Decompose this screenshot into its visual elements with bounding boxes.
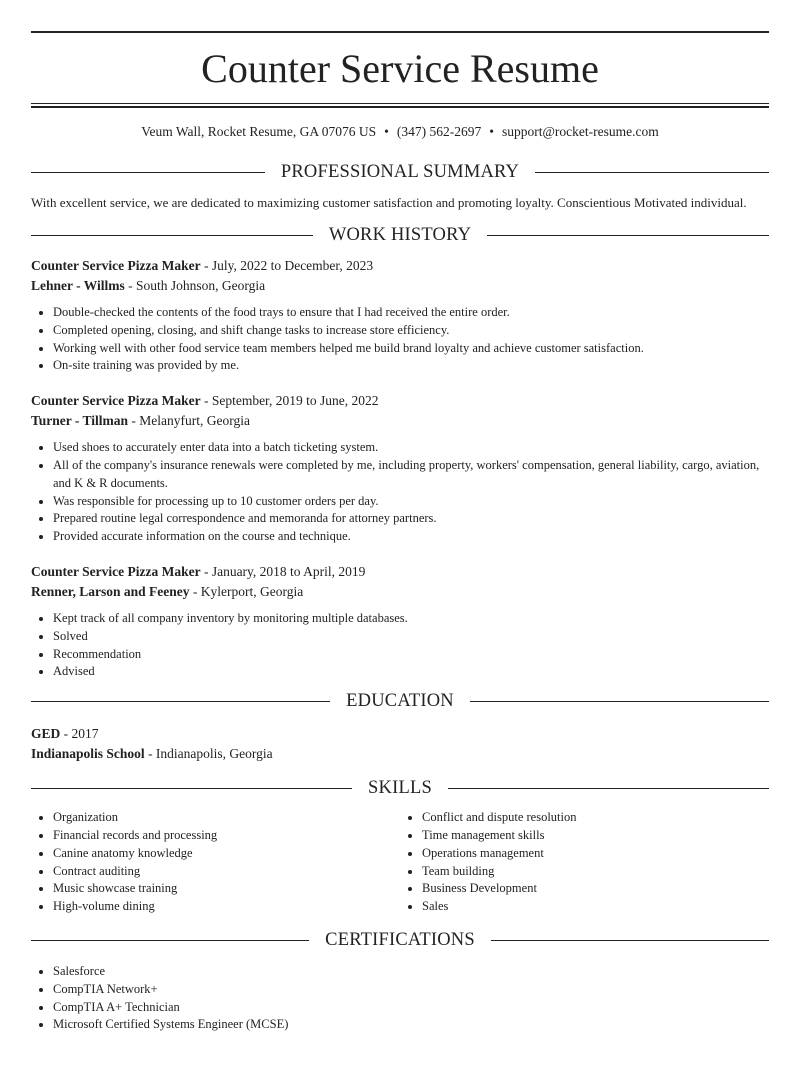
list-item: • Provided accurate information on the course and technique. — [53, 528, 769, 546]
certification-item: • Microsoft Certified Systems Engineer (MCSE) — [53, 1016, 769, 1034]
skill-item: • Operations management — [422, 845, 769, 863]
certification-item: • Salesforce — [53, 963, 769, 981]
job-entry — [31, 562, 769, 681]
contact-phone: (347) 562-2697 — [396, 124, 482, 139]
section-title: CERTIFICATIONS — [325, 929, 475, 950]
list-item: • Advised — [53, 663, 769, 681]
education-year: - 2017 — [60, 726, 99, 742]
skills-list — [31, 809, 769, 916]
resume-page — [0, 31, 800, 1034]
certification-item: • CompTIA A+ Technician — [53, 999, 769, 1017]
job-entry — [31, 391, 769, 546]
title-divider — [31, 103, 769, 108]
contact-address: Veum Wall, Rocket Resume, GA 07076 US — [141, 124, 377, 139]
company-line — [31, 411, 769, 431]
list-item: • Double-checked the contents of the food trays to ensure that I had received the entire order. — [53, 304, 769, 322]
job-title: Counter Service Pizza Maker — [31, 258, 201, 273]
section-title: SKILLS — [368, 778, 432, 799]
section-title: WORK HISTORY — [328, 225, 472, 245]
company-name: Lehner - Willms — [31, 278, 125, 293]
skill-item: • Canine anatomy knowledge — [53, 845, 400, 863]
job-bullets — [31, 610, 769, 681]
separator: • — [489, 124, 494, 139]
section-header-work — [31, 225, 769, 246]
degree: GED — [31, 726, 61, 742]
list-item: • Completed opening, closing, and shift change tasks to increase store efficiency. — [53, 322, 769, 340]
company-location: - South Johnson, Georgia — [124, 278, 266, 293]
list-item: • Kept track of all company inventory by monitoring multiple databases. — [53, 610, 769, 628]
contact-email: support@rocket-resume.com — [501, 124, 659, 139]
list-item: • Working well with other food service team members helped me build brand loyalty and achieve customer satisfaction. — [53, 340, 769, 358]
section-title: EDUCATION — [346, 691, 454, 712]
skill-item: • Contract auditing — [53, 863, 400, 881]
job-entry — [31, 256, 769, 375]
skill-item: • High-volume dining — [53, 898, 400, 916]
skill-item: • Music showcase training — [53, 880, 400, 898]
certifications-list — [31, 963, 769, 1034]
company-line — [31, 276, 769, 296]
education-entry — [31, 724, 769, 764]
section-title: PROFESSIONAL SUMMARY — [280, 162, 520, 182]
company-location: - Melanyfurt, Georgia — [128, 413, 250, 429]
skill-item: • Team building — [422, 863, 769, 881]
skills-column-left — [31, 809, 400, 916]
list-item: • Was responsible for processing up to 10 customer orders per day. — [53, 493, 769, 511]
job-dates: - July, 2022 to December, 2023 — [200, 258, 374, 273]
skill-item: • Organization — [53, 809, 400, 827]
section-header-skills — [31, 778, 769, 799]
job-title: Counter Service Pizza Maker — [31, 393, 201, 409]
job-title-line — [31, 562, 769, 582]
section-header-certifications — [31, 930, 769, 951]
separator: • — [384, 124, 389, 139]
company-name: Turner - Tillman — [31, 413, 129, 429]
resume-title: Counter Service Resume — [201, 46, 599, 91]
list-item: • On-site training was provided by me. — [53, 357, 769, 375]
company-location: - Kylerport, Georgia — [189, 583, 304, 599]
skill-item: • Business Development — [422, 880, 769, 898]
list-item: • Recommendation — [53, 646, 769, 664]
job-dates: - January, 2018 to April, 2019 — [200, 563, 366, 579]
job-title-line — [31, 391, 769, 411]
company-name: Renner, Larson and Feeney — [31, 583, 190, 599]
summary-text: With excellent service, we are dedicated to maximizing customer satisfaction and promoting loyalty. Conscientious Motivated individual. — [31, 195, 747, 210]
certification-item: • CompTIA Network+ — [53, 981, 769, 999]
section-header-education — [31, 691, 769, 712]
skill-item: • Conflict and dispute resolution — [422, 809, 769, 827]
job-title: Counter Service Pizza Maker — [31, 563, 201, 579]
school-location: - Indianapolis, Georgia — [144, 746, 273, 762]
skill-item: • Time management skills — [422, 827, 769, 845]
list-item: • Prepared routine legal correspondence and memoranda for attorney partners. — [53, 510, 769, 528]
job-title-line — [31, 256, 769, 276]
list-item: • Solved — [53, 628, 769, 646]
list-item: • Used shoes to accurately enter data into a batch ticketing system. — [53, 439, 769, 457]
skill-item: • Financial records and processing — [53, 827, 400, 845]
school: Indianapolis School — [31, 746, 145, 762]
section-header-summary — [31, 162, 769, 183]
contact-line — [31, 124, 769, 140]
work-history — [31, 256, 769, 681]
skills-column-right — [400, 809, 769, 916]
list-item: • All of the company's insurance renewals were completed by me, including property, workers' compensation, general liability, cargo, aviation, and K & R documents. — [53, 457, 769, 493]
job-bullets — [31, 304, 769, 375]
top-divider — [31, 31, 769, 33]
company-line — [31, 582, 769, 602]
job-dates: - September, 2019 to June, 2022 — [200, 393, 379, 409]
skill-item: • Sales — [422, 898, 769, 916]
job-bullets — [31, 439, 769, 546]
